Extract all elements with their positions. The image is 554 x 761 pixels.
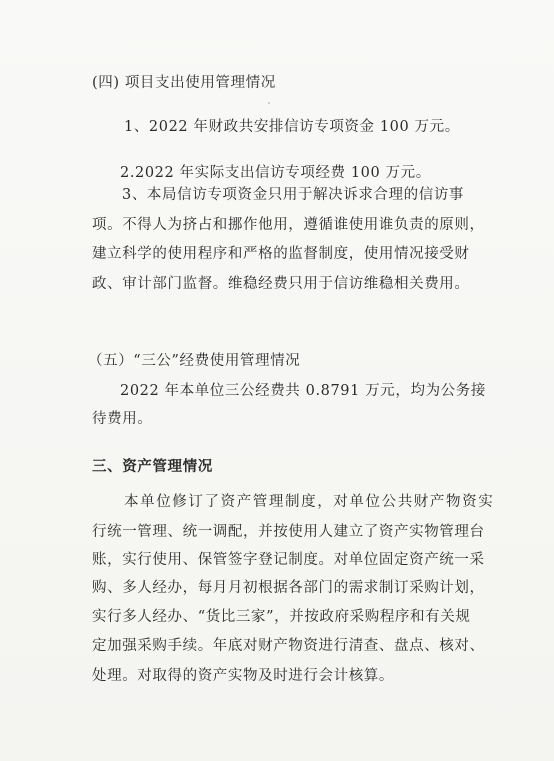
section-4-item-3-line-1: 3、本局信访专项资金只用于解决诉求合理的信访事 (122, 187, 465, 203)
section-3-heading: 三、资产管理情况 (92, 459, 213, 475)
section-4-heading: (四) 项目支出使用管理情况 (92, 75, 276, 91)
section-3-body-line-5: 实行多人经办、“货比三家”，并按政府采购程序和有关规 (92, 609, 471, 625)
section-3-body-line-1: 本单位修订了资产管理制度，对单位公共财产物资实 (124, 494, 495, 510)
section-3-body-line-7: 处理。对取得的资产实物及时进行会计核算。 (92, 668, 394, 684)
section-3-body-line-6: 定加强采购手续。年底对财产物资进行清查、盘点、核对、 (92, 638, 485, 654)
section-4-item-3-line-4: 政、审计部门监督。维稳经费只用于信访维稳相关费用。 (92, 276, 470, 292)
section-4-item-1: 1、2022 年财政共安排信访专项资金 100 万元。 (124, 119, 460, 135)
section-5-body-line-1: 2022 年本单位三公经费共 0.8791 万元，均为公务接 (120, 383, 486, 399)
section-3-body-line-4: 购、多人经办，每月月初根据各部门的需求制订采购计划， (92, 580, 485, 596)
section-4-item-3-line-3: 建立科学的使用程序和严格的监督制度，使用情况接受财 (92, 246, 470, 262)
section-3-body-line-3: 账，实行使用、保管签字登记制度。对单位固定资产统一采 (92, 552, 485, 568)
scan-speck (268, 102, 270, 104)
section-5-heading: （五）“三公”经费使用管理情况 (88, 353, 301, 369)
section-4-item-2: 2.2022 年实际支出信访专项经费 100 万元。 (120, 165, 431, 181)
section-4-item-3-line-2: 项。不得人为挤占和挪作他用，遵循谁使用谁负责的原则， (92, 217, 485, 233)
section-5-body-line-2: 待费用。 (92, 411, 153, 427)
section-3-body-line-2: 行统一管理、统一调配，并按使用人建立了资产实物管理台 (92, 524, 485, 540)
